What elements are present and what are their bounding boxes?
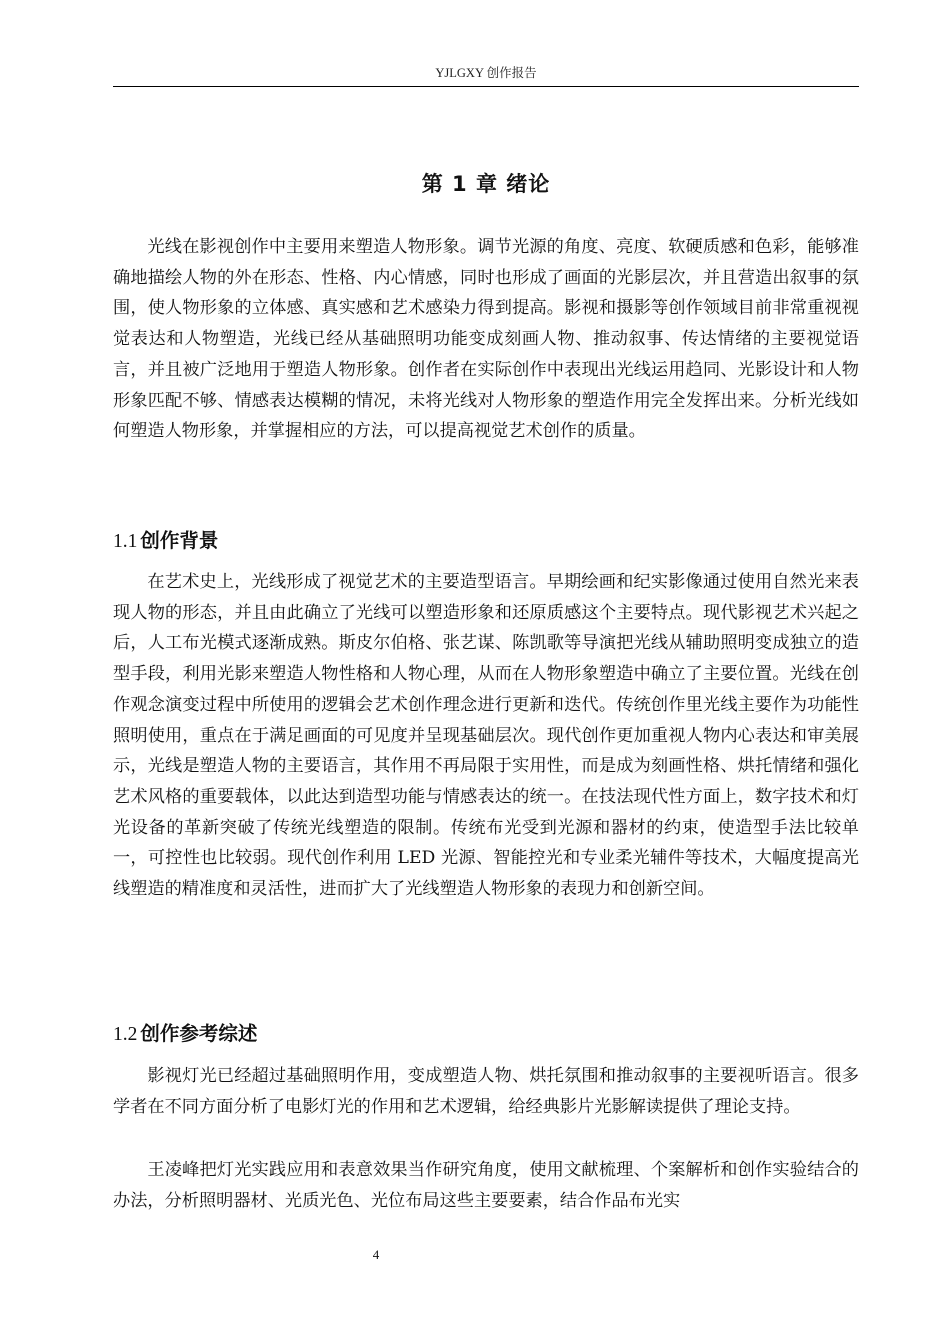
background-paragraph: 在艺术史上，光线形成了视觉艺术的主要造型语言。早期绘画和纪实影像通过使用自然光来表现人物的形态，并且由此确立了光线可以塑造形象和还原质感这个主要特点。现代影视艺术兴起之后，人工布光模式逐渐成熟。斯皮尔伯格、张艺谋、陈凯歌等导演把光线从辅助照明变成独立的造型手段，利用光影来塑造人物性格和人物心理，从而在人物形象塑造中确立了主要位置。光线在创作观念演变过程中所使用的逻辑会艺术创作理念进行更新和迭代。传统创作里光线主要作为功能性照明使用，重点在于满足画面的可见度并呈现基础层次。现代创作更加重视人物内心表达和审美展示，光线是塑造人物的主要语言，其作用不再局限于实用性，而是成为刻画性格、烘托情绪和强化艺术风格的重要载体，以此达到造型功能与情感表达的统一。在技法现代性方面上，数字技术和灯光设备的革新突破了传统光线塑造的限制。传统布光受到光源和器材的约束，使造型手法比较单一，可控性也比较弱。现代创作利用 LED 光源、智能控光和专业柔光辅件等技术，大幅度提高光线塑造的精准度和灵活性，进而扩大了光线塑造人物形象的表现力和创新空间。 [113, 572, 859, 900]
section-title: 创作背景 [140, 529, 219, 552]
header-divider [113, 86, 859, 87]
section-heading-background [113, 526, 859, 557]
review-paragraph-1: 影视灯光已经超过基础照明作用，变成塑造人物、烘托氛围和推动叙事的主要视听语言。很多学者在不同方面分析了电影灯光的作用和艺术逻辑，给经典影片光影解读提供了理论支持。 [113, 1066, 859, 1117]
page-number: 4 [372, 1247, 380, 1262]
section-title: 创作参考综述 [140, 1022, 258, 1045]
intro-paragraph: 光线在影视创作中主要用来塑造人物形象。调节光源的角度、亮度、软硬质感和色彩，能够准确地描绘人物的外在形态、性格、内心情感，同时也形成了画面的光影层次，并且营造出叙事的氛围，使人物形象的立体感、真实感和艺术感染力得到提高。影视和摄影等创作领域目前非常重视视觉表达和人物塑造，光线已经从基础照明功能变成刻画人物、推动叙事、传达情绪的主要视觉语言，并且被广泛地用于塑造人物形象。创作者在实际创作中表现出光线运用趋同、光影设计和人物形象匹配不够、情感表达模糊的情况，未将光线对人物形象的塑造作用完全发挥出来。分析光线如何塑造人物形象，并掌握相应的方法，可以提高视觉艺术创作的质量。 [113, 237, 859, 442]
running-header: YJLGXY 创作报告 [435, 66, 537, 80]
chapter-title: 第 1 章 绪论 [421, 172, 551, 196]
section-number: 1.1 [113, 531, 138, 552]
section-number: 1.2 [113, 1024, 138, 1045]
review-paragraph-2: 王凌峰把灯光实践应用和表意效果当作研究角度，使用文献梳理、个案解析和创作实验结合的办法，分析照明器材、光质光色、光位布局这些主要要素，结合作品布光实 [113, 1160, 859, 1211]
section-heading-review [113, 1019, 859, 1050]
